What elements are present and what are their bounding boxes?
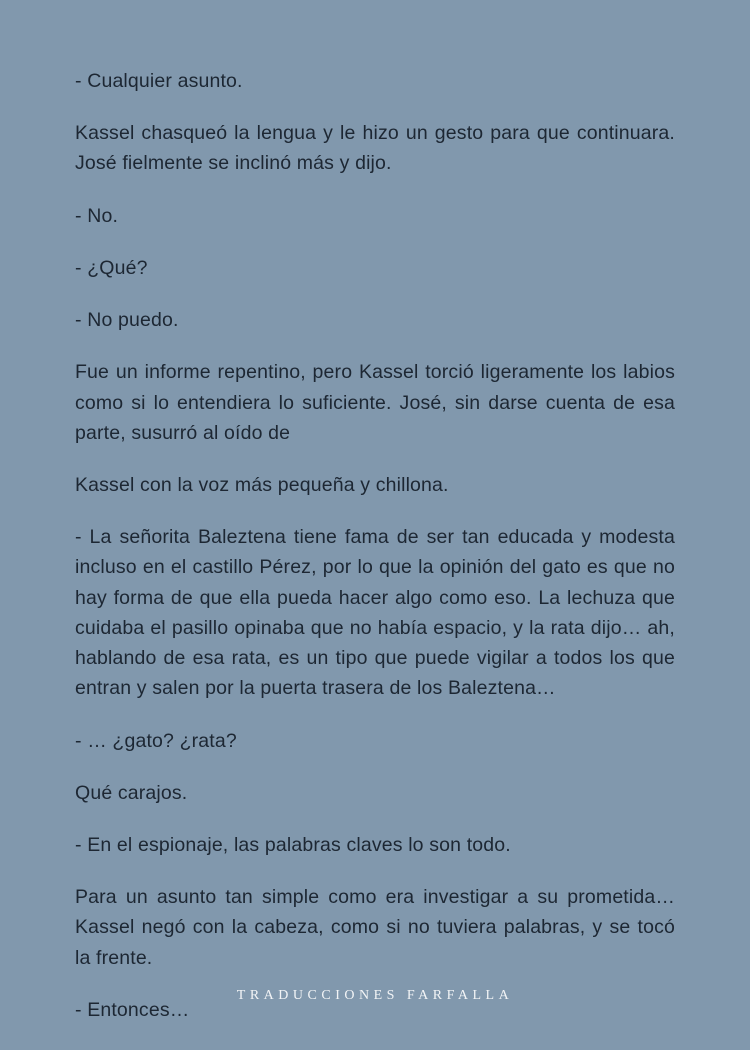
paragraph: Kassel con la voz más pequeña y chillona. bbox=[75, 473, 449, 496]
paragraph: - La señorita Baleztena tiene fama de ser tan educada y modesta incluso en el castillo Pérez, por lo que la opinión del gato es que no hay forma de que ella pueda hacer algo como eso. La lechuza que cuidaba el pasillo opinaba que no había espacio, y la rata dijo… ah, hablando de esa rata, es un tipo que puede vigilar a todos los que entran y salen por la puerta trasera de los Baleztena… bbox=[75, 526, 675, 700]
paragraph: - Entonces… bbox=[75, 998, 190, 1021]
paragraph: Qué carajos. bbox=[75, 781, 188, 804]
paragraph: - En el espionaje, las palabras claves lo son todo. bbox=[75, 833, 511, 856]
paragraph: - Cualquier asunto. bbox=[75, 70, 243, 92]
paragraph: - No. bbox=[75, 204, 119, 227]
paragraph: - ¿Qué? bbox=[75, 256, 148, 279]
paragraph: Fue un informe repentino, pero Kassel torció ligeramente los labios como si lo entendiera lo suficiente. José, sin darse cuenta de esa parte, susurró al oído de bbox=[75, 361, 675, 444]
footer-watermark: TRADUCCIONES FARFALLA bbox=[236, 988, 514, 1003]
document-body bbox=[75, 66, 675, 1025]
paragraph: Kassel chasqueó la lengua y le hizo un gesto para que continuara. José fielmente se inclinó más y dijo. bbox=[75, 122, 675, 175]
paragraph: - No puedo. bbox=[75, 309, 179, 332]
paragraph: - … ¿gato? ¿rata? bbox=[75, 729, 237, 752]
paragraph: Para un asunto tan simple como era investigar a su prometida… Kassel negó con la cabeza, como si no tuviera palabras, y se tocó la frente. bbox=[75, 886, 675, 969]
